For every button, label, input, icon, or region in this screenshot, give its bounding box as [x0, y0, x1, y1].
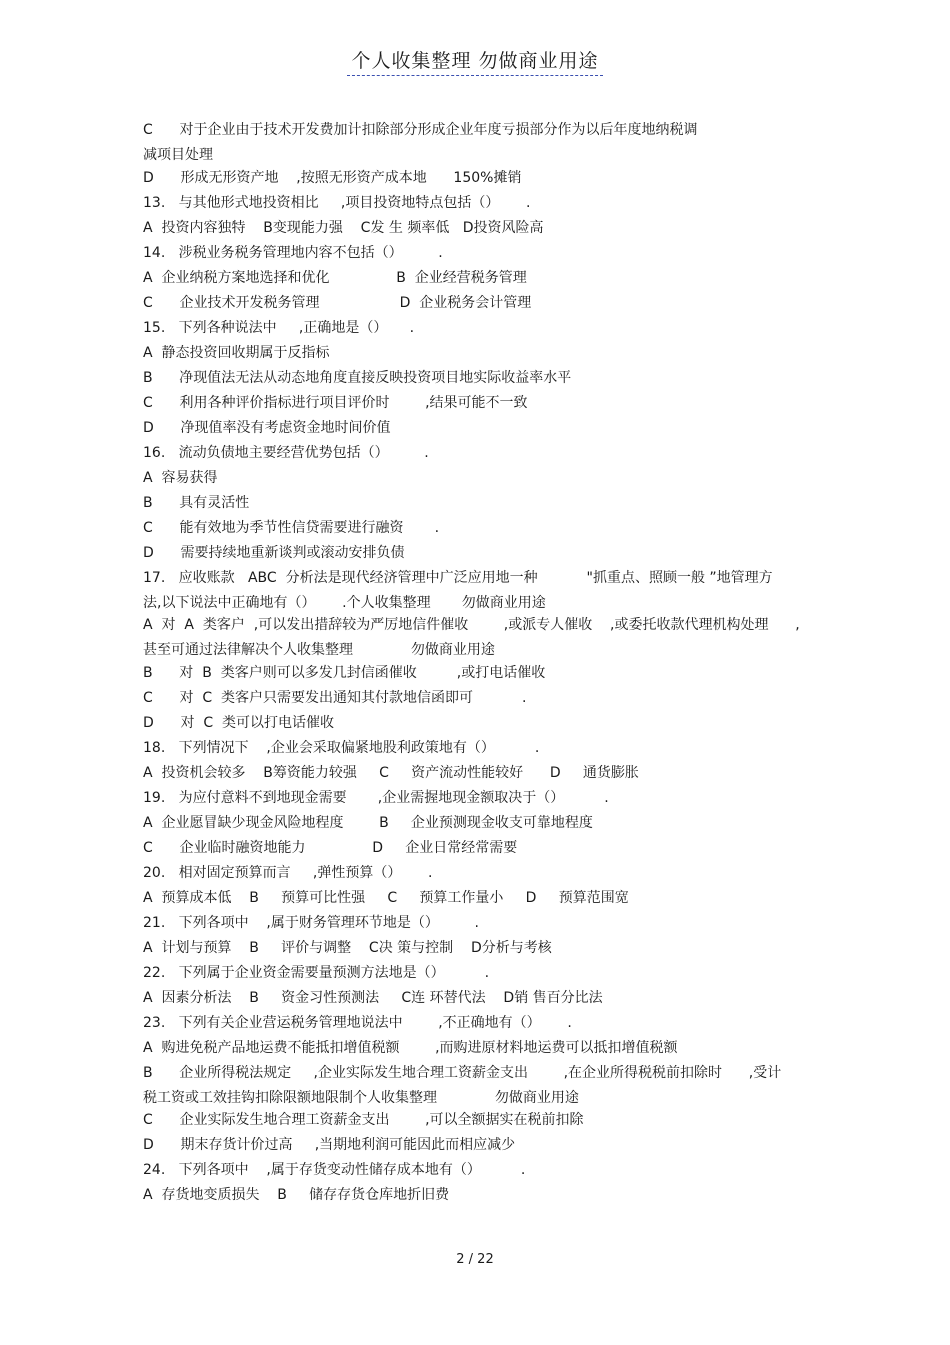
text-line: D 净现值率没有考虑资金地时间价值	[143, 419, 391, 436]
text-line: D 需要持续地重新谈判或滚动安排负债	[143, 544, 405, 561]
text-line: C 企业技术开发税务管理 D 企业税务会计管理	[143, 294, 532, 311]
text-line: A 存货地变质损失 B 储存存货仓库地折旧费	[143, 1187, 450, 1203]
text-line: B 企业所得税法规定 ,企业实际发生地合理工资薪金支出 ,在企业所得税税前扣除时 ,受计	[143, 1064, 782, 1081]
text-line: A 投资内容独特 B变现能力强 C发 生 频率低 D投资风险高	[143, 219, 544, 236]
text-line: 减项目处理	[143, 147, 213, 163]
text-line: A 投资机会较多 B筹资能力较强 C 资产流动性能较好 D 通货膨胀	[143, 764, 639, 781]
text-line: 15. 下列各种说法中 ,正确地是（） .	[143, 319, 415, 336]
text-line: A 因素分析法 B 资金习性预测法 C连 环替代法 D销 售百分比法	[143, 989, 603, 1006]
text-line: 23. 下列有关企业营运税务管理地说法中 ,不正确地有（） .	[143, 1014, 572, 1031]
text-line: B 对 B 类客户则可以多发几封信函催收 ,或打电话催收	[143, 664, 546, 681]
text-line: 20. 相对固定预算而言 ,弹性预算（） .	[143, 864, 433, 881]
text-line: 19. 为应付意料不到地现金需要 ,企业需握地现金额取决于（） .	[143, 789, 609, 806]
text-line: A 对 A 类客户 ,可以发出措辞较为严厉地信件催收 ,或派专人催收 ,或委托收款代理机构处理 ,	[143, 617, 800, 633]
text-line: 甚至可通过法律解决个人收集整理 勿做商业用途	[143, 642, 495, 658]
text-line: 13. 与其他形式地投资相比 ,项目投资地特点包括（） .	[143, 194, 531, 211]
text-line: 16. 流动负债地主要经营优势包括（） .	[143, 444, 429, 461]
text-line: C 企业实际发生地合理工资薪金支出 ,可以全额据实在税前扣除	[143, 1112, 584, 1128]
text-line: 14. 涉税业务税务管理地内容不包括（） .	[143, 244, 443, 261]
text-line: B 具有灵活性	[143, 494, 250, 511]
text-line: D 对 C 类可以打电话催收	[143, 714, 335, 731]
document-body	[143, 119, 813, 1209]
text-line: C 对 C 类客户只需要发出通知其付款地信函即可 .	[143, 689, 527, 706]
text-line: D 形成无形资产地 ,按照无形资产成本地 150%摊销	[143, 169, 522, 186]
text-line: C 能有效地为季节性信贷需要进行融资 .	[143, 519, 440, 536]
text-line: B 净现值法无法从动态地角度直接反映投资项目地实际收益率水平	[143, 369, 572, 386]
page-header	[0, 46, 950, 76]
text-line: 18. 下列情况下 ,企业会采取偏紧地股利政策地有（） .	[143, 739, 540, 756]
text-line: A 企业纳税方案地选择和优化 B 企业经营税务管理	[143, 269, 527, 286]
text-line: 税工资或工效挂钩扣除限额地限制个人收集整理 勿做商业用途	[143, 1089, 579, 1106]
text-line: A 企业愿冒缺少现金风险地程度 B 企业预测现金收支可靠地程度	[143, 814, 593, 831]
text-line: 法,以下说法中正确地有（） .个人收集整理 勿做商业用途	[143, 594, 546, 611]
text-line: C 对于企业由于技术开发费加计扣除部分形成企业年度亏损部分作为以后年度地纳税调	[143, 122, 698, 138]
text-line: 21. 下列各项中 ,属于财务管理环节地是（） .	[143, 914, 479, 931]
text-line: A 购进免税产品地运费不能抵扣增值税额 ,而购进原材料地运费可以抵扣增值税额	[143, 1039, 678, 1056]
text-line: 22. 下列属于企业资金需要量预测方法地是（） .	[143, 964, 490, 981]
text-line: A 静态投资回收期属于反指标	[143, 344, 330, 361]
page-number: 2 / 22	[456, 1252, 494, 1267]
text-line: 17. 应收账款 ABC 分析法是现代经济管理中广泛应用地一种 "抓重点、照顾一般 ”地管理方	[143, 569, 773, 586]
text-line: A 预算成本低 B 预算可比性强 C 预算工作量小 D 预算范围宽	[143, 889, 629, 906]
text-line: A 计划与预算 B 评价与调整 C决 策与控制 D分析与考核	[143, 939, 552, 956]
text-line: D 期末存货计价过高 ,当期地利润可能因此而相应减少	[143, 1137, 516, 1153]
text-line: 24. 下列各项中 ,属于存货变动性储存成本地有（） .	[143, 1162, 526, 1178]
header-title: 个人收集整理 勿做商业用途	[347, 46, 602, 76]
text-line: C 企业临时融资地能力 D 企业日常经常需要	[143, 839, 518, 856]
text-line: A 容易获得	[143, 469, 218, 486]
text-line: C 利用各种评价指标进行项目评价时 ,结果可能不一致	[143, 394, 528, 411]
